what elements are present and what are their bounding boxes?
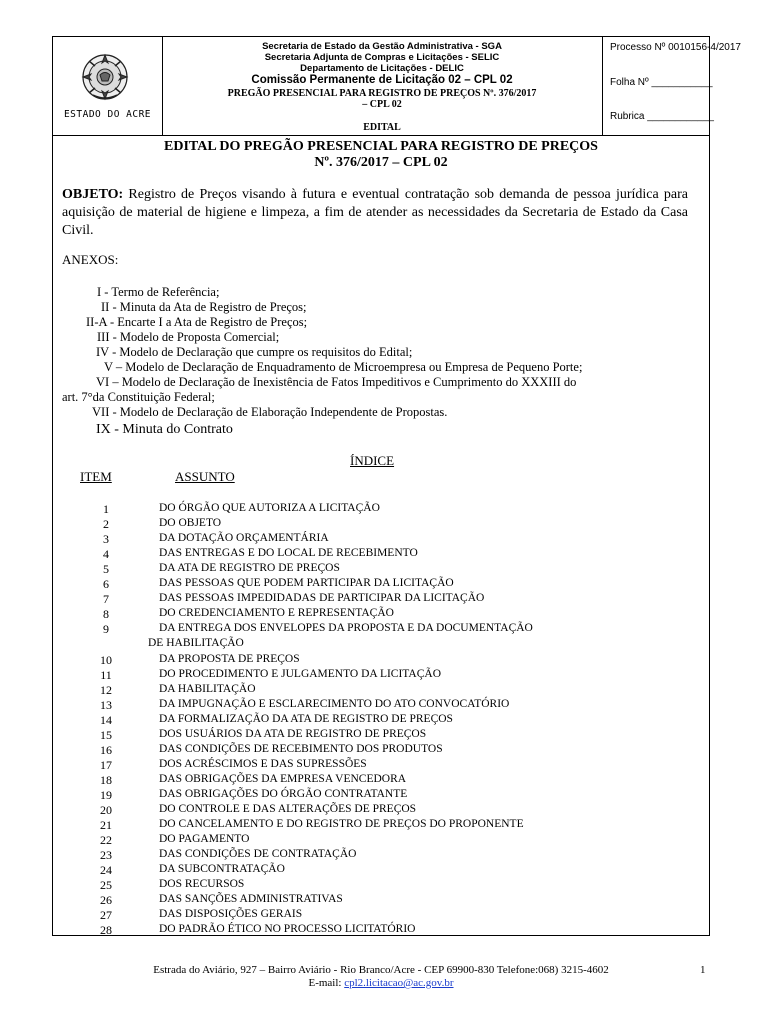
anexo-item: VI – Modelo de Declaração de Inexistência de Fatos Impeditivos e Cumprimento do XXXIII do bbox=[96, 375, 577, 389]
indice-item-number: 17 bbox=[100, 757, 112, 772]
objeto-paragraph bbox=[62, 186, 688, 240]
header-line-2: Secretaria Adjunta de Compras e Licitações - SELIC bbox=[264, 52, 500, 63]
indice-item-subject: DA DOTAÇÃO ORÇAMENTÁRIA bbox=[159, 532, 329, 545]
indice-item-number: 19 bbox=[100, 787, 112, 802]
anexo-item: I - Termo de Referência; bbox=[97, 285, 220, 299]
indice-item-subject: DO ÓRGÃO QUE AUTORIZA A LICITAÇÃO bbox=[159, 502, 380, 514]
indice-item-subject: DOS ACRÉSCIMOS E DAS SUPRESSÕES bbox=[159, 757, 367, 770]
footer-email-label: E-mail: bbox=[308, 977, 345, 989]
indice-item-number: 12 bbox=[100, 682, 112, 697]
indice-item-number: 7 bbox=[103, 592, 109, 607]
anexo-item: IV - Modelo de Declaração que cumpre os requisitos do Edital; bbox=[96, 345, 413, 359]
indice-item-subject: DAS ENTREGAS E DO LOCAL DE RECEBIMENTO bbox=[159, 547, 418, 560]
anexo-item: art. 7°da Constituição Federal; bbox=[62, 390, 215, 404]
indice-item-subject: DO CANCELAMENTO E DO REGISTRO DE PREÇOS DO PROPONENTE bbox=[159, 818, 524, 831]
indice-item-number: 18 bbox=[100, 772, 112, 787]
anexo-item: V – Modelo de Declaração de Enquadramento de Microempresa ou Empresa de Pequeno Porte; bbox=[104, 360, 583, 374]
processo-number: Processo Nº 0010156-4/2017 bbox=[610, 42, 741, 53]
indice-item-subject: DO CONTROLE E DAS ALTERAÇÕES DE PREÇOS bbox=[159, 803, 417, 815]
indice-item-subject: DAS PESSOAS IMPEDIDADAS DE PARTICIPAR DA LICITAÇÃO bbox=[159, 592, 485, 605]
indice-item-number: 28 bbox=[100, 923, 112, 938]
header-line-3: Departamento de Licitações - DELIC bbox=[300, 63, 464, 74]
header-line-7: EDITAL bbox=[363, 122, 401, 133]
indice-item-subject: DAS SANÇÕES ADMINISTRATIVAS bbox=[159, 893, 343, 906]
logo-caption: ESTADO DO ACRE bbox=[63, 109, 152, 120]
indice-item-subject: DA SUBCONTRATAÇÃO bbox=[159, 863, 285, 876]
indice-item-number: 2 bbox=[103, 517, 109, 532]
indice-item-number: 4 bbox=[103, 547, 109, 562]
anexo-item: III - Modelo de Proposta Comercial; bbox=[97, 330, 280, 344]
anexo-item: IX - Minuta do Contrato bbox=[96, 422, 233, 437]
indice-col-item: ITEM bbox=[80, 469, 112, 484]
indice-item-number: 5 bbox=[103, 562, 109, 577]
document-title-line-2: Nº. 376/2017 – CPL 02 bbox=[314, 155, 448, 170]
indice-item-number: 15 bbox=[100, 727, 112, 742]
anexo-item: II - Minuta da Ata de Registro de Preços; bbox=[101, 300, 307, 314]
document-body-frame bbox=[52, 136, 710, 936]
header-line-5: PREGÃO PRESENCIAL PARA REGISTRO DE PREÇOS Nº. 376/2017 bbox=[227, 88, 537, 99]
indice-item-subject: DA ATA DE REGISTRO DE PREÇOS bbox=[159, 562, 340, 575]
indice-item-subject: DOS USUÁRIOS DA ATA DE REGISTRO DE PREÇOS bbox=[159, 727, 427, 740]
footer-address: Estrada do Aviário, 927 – Bairro Aviário - Rio Branco/Acre - CEP 69900-830 Telefone:068) 3215-4602 bbox=[153, 964, 609, 976]
indice-item-number: 23 bbox=[100, 848, 112, 863]
indice-item-subject: DAS CONDIÇÕES DE RECEBIMENTO DOS PRODUTOS bbox=[159, 742, 443, 755]
indice-item-subject: DA HABILITAÇÃO bbox=[159, 682, 256, 695]
indice-item-number: 9 bbox=[103, 622, 109, 637]
objeto-label: OBJETO: bbox=[62, 187, 124, 202]
indice-item-number: 20 bbox=[100, 803, 112, 817]
indice-item-subject: DAS PESSOAS QUE PODEM PARTICIPAR DA LICITAÇÃO bbox=[159, 577, 454, 590]
header-title-cell bbox=[162, 37, 603, 135]
anexos-label: ANEXOS: bbox=[62, 252, 119, 267]
indice-item-number: 26 bbox=[100, 893, 112, 908]
indice-item-subject: DAS DISPOSIÇÕES GERAIS bbox=[159, 908, 303, 921]
indice-item-subject: DE HABILITAÇÃO bbox=[148, 637, 244, 650]
indice-title: ÍNDICE bbox=[350, 453, 395, 468]
indice-item-subject: DO OBJETO bbox=[159, 517, 222, 530]
indice-item-subject: DO PAGAMENTO bbox=[159, 833, 250, 846]
process-info-cell bbox=[602, 37, 741, 135]
indice-item-subject: DO CREDENCIAMENTO E REPRESENTAÇÃO bbox=[159, 607, 394, 620]
document-title-line-1: EDITAL DO PREGÃO PRESENCIAL PARA REGISTRO DE PREÇOS bbox=[164, 139, 598, 154]
indice-item-number: 10 bbox=[100, 652, 112, 667]
document-header bbox=[52, 36, 741, 136]
indice-item-subject: DA PROPOSTA DE PREÇOS bbox=[159, 652, 300, 665]
indice-item-number: 3 bbox=[103, 532, 109, 547]
indice-item-number: 13 bbox=[100, 697, 112, 712]
indice-item-subject: DAS OBRIGAÇÕES DO ÓRGÃO CONTRATANTE bbox=[159, 787, 408, 800]
indice-item-subject: DAS OBRIGAÇÕES DA EMPRESA VENCEDORA bbox=[159, 772, 407, 785]
objeto-text: Registro de Preços visando à futura e eventual contratação sob demanda de pessoa jurídica para aquisição de material de higiene e limpeza, a fim de atender as necessidades da Secretaria de Estado da Casa Civil. bbox=[62, 187, 688, 238]
indice-item-number: 24 bbox=[100, 863, 112, 878]
header-line-1: Secretaria de Estado da Gestão Administrativa - SGA bbox=[262, 41, 502, 52]
indice-item-number: 6 bbox=[103, 577, 109, 592]
indice-item-number: 22 bbox=[100, 833, 112, 848]
state-seal-icon bbox=[79, 51, 131, 103]
indice-item-subject: DA IMPUGNAÇÃO E ESCLARECIMENTO DO ATO CONVOCATÓRIO bbox=[159, 697, 510, 710]
indice-item-subject: DA ENTREGA DOS ENVELOPES DA PROPOSTA E DA DOCUMENTAÇÃO bbox=[159, 622, 533, 635]
footer-email-line bbox=[52, 977, 710, 989]
header-line-6: – CPL 02 bbox=[362, 99, 402, 110]
indice-item-number: 1 bbox=[103, 502, 109, 516]
email-link[interactable]: cpl2.licitacao@ac.gov.br bbox=[344, 977, 454, 989]
page-number: 1 bbox=[700, 964, 706, 976]
indice-item-subject: DO PADRÃO ÉTICO NO PROCESSO LICITATÓRIO bbox=[159, 923, 416, 936]
indice-item-number: 11 bbox=[100, 667, 112, 682]
indice-item-subject: DAS CONDIÇÕES DE CONTRATAÇÃO bbox=[159, 848, 357, 861]
indice-item-subject: DOS RECURSOS bbox=[159, 878, 245, 891]
header-line-4: Comissão Permanente de Licitação 02 – CPL 02 bbox=[251, 74, 513, 86]
anexo-item: VII - Modelo de Declaração de Elaboração Independente de Propostas. bbox=[92, 405, 448, 419]
indice-item-number: 8 bbox=[103, 607, 109, 622]
rubrica: Rubrica ____________ bbox=[610, 111, 714, 122]
indice-item-number: 27 bbox=[100, 908, 112, 923]
folha-number: Folha Nº ___________ bbox=[610, 77, 713, 88]
indice-item-number: 21 bbox=[100, 818, 112, 833]
anexo-item: II-A - Encarte I a Ata de Registro de Preços; bbox=[86, 315, 308, 329]
logo-cell bbox=[53, 37, 163, 135]
indice-item-subject: DO PROCEDIMENTO E JULGAMENTO DA LICITAÇÃO bbox=[159, 667, 441, 680]
indice-item-subject: DA FORMALIZAÇÃO DA ATA DE REGISTRO DE PREÇOS bbox=[159, 712, 453, 725]
indice-item-number: 16 bbox=[100, 742, 112, 757]
indice-item-number: 14 bbox=[100, 712, 112, 727]
indice-col-assunto: ASSUNTO bbox=[175, 469, 235, 484]
indice-item-number: 25 bbox=[100, 878, 112, 893]
